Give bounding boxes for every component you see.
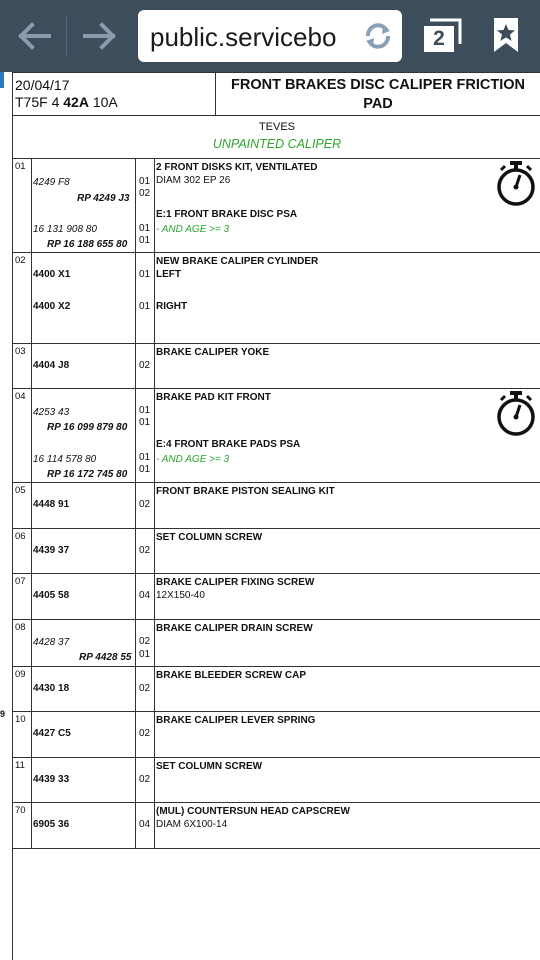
part-description: BRAKE CALIPER YOKE [156, 347, 270, 358]
part-description: E:4 FRONT BRAKE PADS PSA [156, 439, 301, 450]
quantity: 02 [139, 188, 151, 199]
page-margin-rule [12, 849, 13, 960]
table-row[interactable] [13, 803, 540, 849]
page-edge-marker [0, 72, 4, 88]
quantity: 02 [139, 499, 151, 510]
quantity: 04 [139, 819, 151, 830]
forward-arrow-icon [82, 21, 118, 51]
header-meta [15, 77, 118, 111]
page-title: FRONT BRAKES DISC CALIPER FRICTION PAD [230, 77, 526, 112]
part-ref: RP 16 188 655 80 [47, 239, 128, 250]
quantity: 01 [139, 417, 151, 428]
part-description: FRONT BRAKE PISTON SEALING KIT [156, 486, 335, 497]
variant-section [12, 116, 540, 159]
part-ref: 4249 F8 [33, 177, 70, 188]
part-variant: RIGHT [156, 301, 188, 312]
row-index: 06 [15, 531, 26, 542]
stopwatch-icon[interactable] [495, 160, 537, 208]
bookmark-button[interactable] [484, 14, 528, 58]
part-ref: RP 4428 55 [79, 652, 132, 663]
part-ref: 4439 33 [33, 774, 70, 785]
browser-toolbar [0, 0, 540, 72]
table-row[interactable] [13, 620, 540, 667]
parts-table [12, 159, 540, 849]
reload-button[interactable] [360, 18, 396, 54]
part-ref: 4253 43 [33, 407, 70, 418]
quantity: 01 [139, 176, 151, 187]
back-arrow-icon [16, 21, 52, 51]
reload-icon [360, 18, 396, 54]
quantity: 02 [139, 636, 151, 647]
table-row[interactable] [13, 344, 540, 389]
table-row[interactable] [13, 529, 540, 574]
forward-button[interactable] [78, 14, 122, 58]
row-index: 09 [15, 669, 26, 680]
part-ref: 4428 37 [33, 637, 70, 648]
row-index: 70 [15, 805, 26, 816]
part-description: BRAKE BLEEDER SCREW CAP [156, 670, 307, 681]
part-description: BRAKE CALIPER DRAIN SCREW [156, 623, 313, 634]
part-ref: RP 16 099 879 80 [47, 422, 128, 433]
quantity: 02 [139, 728, 151, 739]
table-row[interactable] [13, 667, 540, 712]
header-date: 20/04/17 [15, 77, 70, 93]
part-description: BRAKE CALIPER LEVER SPRING [156, 715, 316, 726]
tabs-button[interactable] [420, 14, 466, 58]
part-description: BRAKE PAD KIT FRONT [156, 392, 271, 403]
part-description: BRAKE CALIPER FIXING SCREW [156, 577, 315, 588]
row-index: 11 [15, 760, 25, 771]
row-index: 05 [15, 485, 26, 496]
quantity: 02 [139, 360, 151, 371]
part-ref: 4430 18 [33, 683, 70, 694]
table-row[interactable] [13, 712, 540, 758]
row-index: 03 [15, 346, 26, 357]
quantity: 01 [139, 223, 151, 234]
part-ref: 4400 X2 [33, 301, 71, 312]
document-page [0, 72, 540, 960]
table-row[interactable] [13, 758, 540, 803]
part-ref: 4448 91 [33, 499, 70, 510]
part-description: DIAM 302 EP 26 [156, 175, 231, 186]
row-index: 07 [15, 576, 26, 587]
part-ref: RP 16 172 745 80 [47, 469, 128, 480]
quantity: 01 [139, 405, 151, 416]
part-spec: DIAM 6X100-14 [156, 819, 228, 830]
part-description: 2 FRONT DISKS KIT, VENTILATED [156, 162, 318, 173]
part-description: NEW BRAKE CALIPER CYLINDER [156, 256, 319, 267]
table-row[interactable] [13, 483, 540, 529]
address-bar[interactable] [138, 10, 402, 62]
back-button[interactable] [12, 14, 56, 58]
part-ref: RP 4249 J3 [77, 193, 130, 204]
part-ref: 4404 J8 [33, 360, 70, 371]
quantity: 01 [139, 464, 151, 475]
row-index: 10 [15, 714, 26, 725]
part-description: E:1 FRONT BRAKE DISC PSA [156, 209, 298, 220]
toolbar-divider [66, 16, 67, 56]
table-row[interactable] [13, 389, 540, 483]
part-description: SET COLUMN SCREW [156, 532, 263, 543]
part-variant: LEFT [156, 269, 181, 280]
part-ref: 4427 C5 [33, 728, 71, 739]
side-mark: 9 [0, 709, 6, 719]
variant-note: UNPAINTED CALIPER [212, 137, 342, 151]
row-index: 01 [15, 161, 26, 172]
quantity: 02 [139, 545, 151, 556]
table-row[interactable] [13, 574, 540, 620]
row-index: 08 [15, 622, 26, 633]
quantity: 04 [139, 590, 151, 601]
part-condition: - AND AGE >= 3 [156, 224, 230, 235]
quantity: 01 [139, 269, 151, 280]
tab-count: 2 [424, 26, 454, 52]
url-text[interactable]: public.servicebo [150, 22, 337, 52]
quantity: 01 [139, 649, 151, 660]
part-ref: 4400 X1 [33, 269, 71, 280]
part-ref: 6905 36 [33, 819, 70, 830]
header-divider [215, 73, 216, 116]
row-index: 02 [15, 255, 26, 266]
quantity: 01 [139, 452, 151, 463]
table-row[interactable] [13, 253, 540, 344]
header-code: T75F 4 42A 10A [15, 94, 118, 110]
variant-brand: TEVES [258, 121, 296, 133]
part-ref: 16 114 578 80 [33, 454, 97, 465]
stopwatch-icon[interactable] [495, 390, 537, 438]
row-index: 04 [15, 391, 26, 402]
bookmark-star-icon [484, 14, 528, 58]
part-spec: 12X150-40 [156, 590, 205, 601]
part-ref: 4439 37 [33, 545, 70, 556]
quantity: 02 [139, 774, 151, 785]
part-description: (MUL) COUNTERSUN HEAD CAPSCREW [156, 806, 350, 817]
part-condition: - AND AGE >= 3 [156, 454, 230, 465]
quantity: 01 [139, 301, 151, 312]
part-ref: 16 131 908 80 [33, 224, 97, 235]
quantity: 01 [139, 235, 151, 246]
quantity: 02 [139, 683, 151, 694]
table-row[interactable] [13, 159, 540, 253]
part-ref: 4405 58 [33, 590, 70, 601]
part-description: SET COLUMN SCREW [156, 761, 263, 772]
document-header [12, 72, 540, 116]
